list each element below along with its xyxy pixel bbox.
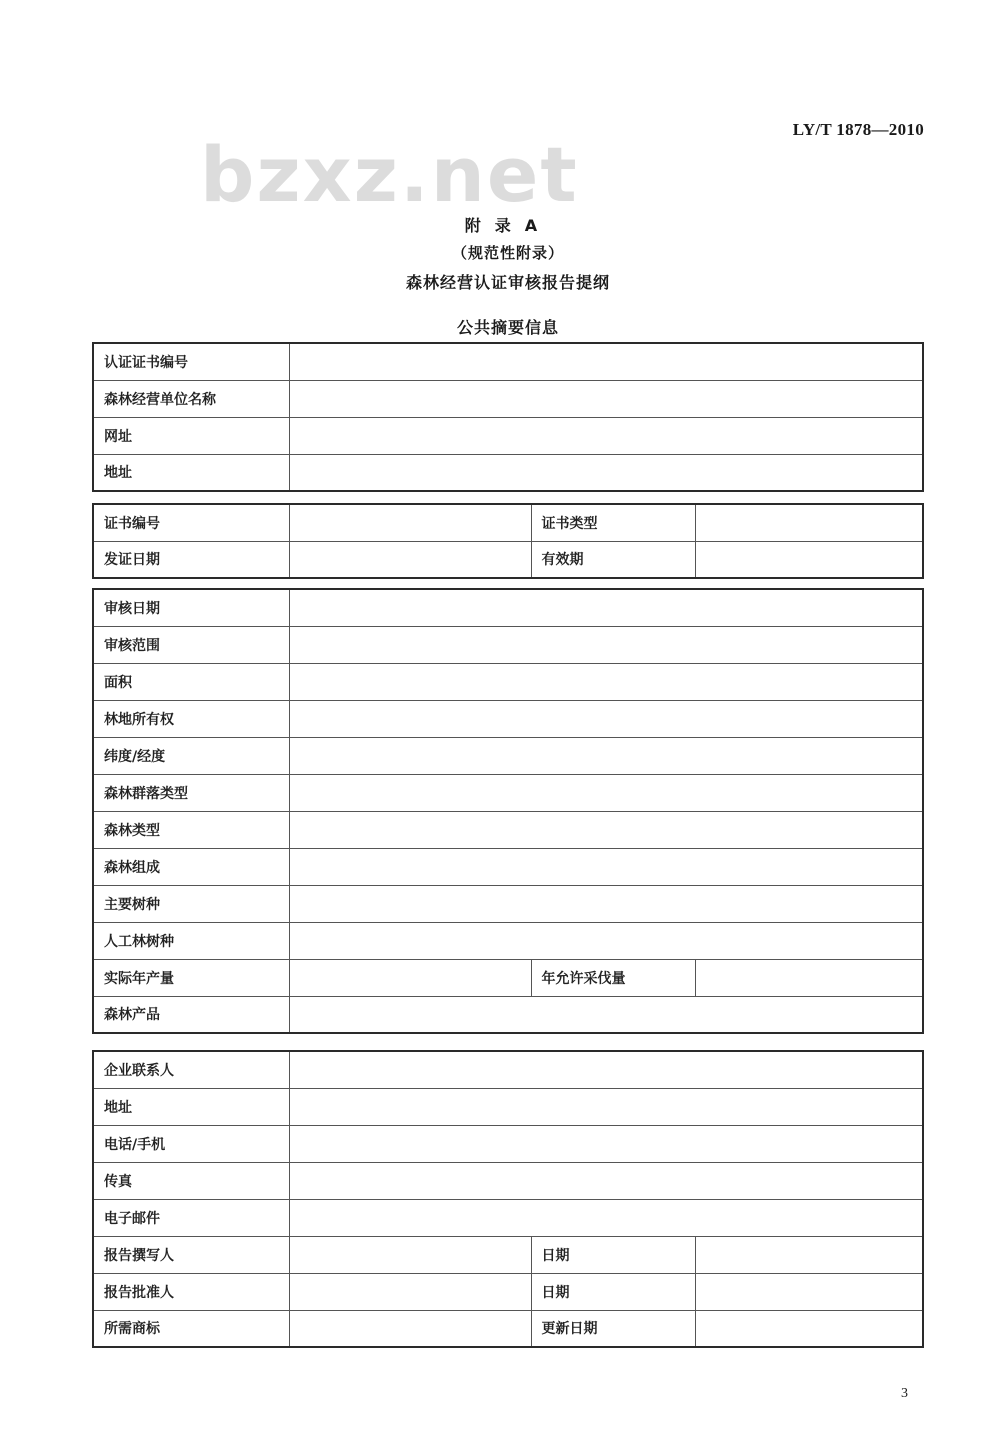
field-label: 电话/手机 (93, 1125, 289, 1162)
field-value[interactable] (289, 1162, 923, 1199)
field-value[interactable] (289, 811, 923, 848)
certificate-detail-table (92, 503, 924, 579)
field-value[interactable] (289, 663, 923, 700)
table-row (93, 959, 923, 996)
table-row (93, 1125, 923, 1162)
field-value[interactable] (289, 959, 531, 996)
field-label: 森林群落类型 (93, 774, 289, 811)
field-label: 林地所有权 (93, 700, 289, 737)
field-value[interactable] (289, 774, 923, 811)
field-value[interactable] (695, 1273, 923, 1310)
standard-code: LY/T 1878—2010 (792, 120, 924, 139)
field-label: 发证日期 (93, 541, 289, 578)
field-label: 有效期 (531, 541, 695, 578)
field-value[interactable] (289, 589, 923, 626)
field-value[interactable] (289, 848, 923, 885)
field-value[interactable] (695, 504, 923, 541)
field-label: 地址 (93, 1088, 289, 1125)
table-row (93, 1088, 923, 1125)
field-label: 电子邮件 (93, 1199, 289, 1236)
table-row (93, 1273, 923, 1310)
field-label: 审核范围 (93, 626, 289, 663)
field-label: 面积 (93, 663, 289, 700)
field-value[interactable] (289, 885, 923, 922)
table-row (93, 663, 923, 700)
field-value[interactable] (695, 959, 923, 996)
field-value[interactable] (289, 922, 923, 959)
field-label: 所需商标 (93, 1310, 289, 1347)
table-row (93, 1236, 923, 1273)
document-title: 森林经营认证审核报告提纲 (405, 273, 610, 292)
field-label: 森林组成 (93, 848, 289, 885)
field-value[interactable] (695, 541, 923, 578)
field-value[interactable] (289, 700, 923, 737)
field-value[interactable] (289, 1125, 923, 1162)
field-value[interactable] (289, 1310, 531, 1347)
field-label: 报告撰写人 (93, 1236, 289, 1273)
field-value[interactable] (289, 1051, 923, 1088)
table-row (93, 1051, 923, 1088)
field-value[interactable] (289, 343, 923, 380)
field-label: 认证证书编号 (93, 343, 289, 380)
table-row (93, 504, 923, 541)
field-value[interactable] (289, 1088, 923, 1125)
field-label: 传真 (93, 1162, 289, 1199)
table-row (93, 343, 923, 380)
section-title: 公共摘要信息 (456, 318, 559, 337)
table-row (93, 417, 923, 454)
field-value[interactable] (289, 541, 531, 578)
field-label: 森林产品 (93, 996, 289, 1033)
field-label: 报告批准人 (93, 1273, 289, 1310)
field-label: 森林类型 (93, 811, 289, 848)
field-label: 实际年产量 (93, 959, 289, 996)
table-row (93, 700, 923, 737)
watermark-logo: bzxz.net (200, 130, 579, 219)
field-value[interactable] (695, 1310, 923, 1347)
table-row (93, 626, 923, 663)
field-label: 日期 (531, 1273, 695, 1310)
table-row (93, 811, 923, 848)
table-row (93, 737, 923, 774)
table-row (93, 922, 923, 959)
field-value[interactable] (695, 1236, 923, 1273)
field-label: 地址 (93, 454, 289, 491)
table-row (93, 885, 923, 922)
field-label: 纬度/经度 (93, 737, 289, 774)
table-row (93, 589, 923, 626)
table-row (93, 541, 923, 578)
table-row (93, 1199, 923, 1236)
field-label: 森林经营单位名称 (93, 380, 289, 417)
field-label: 主要树种 (93, 885, 289, 922)
field-value[interactable] (289, 1199, 923, 1236)
appendix-heading: 附录A (464, 216, 552, 235)
field-value[interactable] (289, 417, 923, 454)
field-value[interactable] (289, 737, 923, 774)
field-label: 网址 (93, 417, 289, 454)
field-label: 证书编号 (93, 504, 289, 541)
table-row (93, 454, 923, 491)
field-value[interactable] (289, 1273, 531, 1310)
forest-info-table (92, 588, 924, 1034)
certificate-info-table (92, 342, 924, 492)
field-value[interactable] (289, 996, 923, 1033)
field-value[interactable] (289, 504, 531, 541)
table-row (93, 380, 923, 417)
field-value[interactable] (289, 380, 923, 417)
table-row (93, 1310, 923, 1347)
table-row (93, 996, 923, 1033)
field-label: 年允许采伐量 (531, 959, 695, 996)
table-row (93, 774, 923, 811)
field-label: 更新日期 (531, 1310, 695, 1347)
table-row (93, 848, 923, 885)
page-number: 3 (901, 1386, 908, 1401)
field-label: 企业联系人 (93, 1051, 289, 1088)
field-value[interactable] (289, 454, 923, 491)
field-label: 人工林树种 (93, 922, 289, 959)
field-label: 审核日期 (93, 589, 289, 626)
appendix-type: （规范性附录） (451, 244, 564, 262)
table-row (93, 1162, 923, 1199)
field-value[interactable] (289, 1236, 531, 1273)
field-value[interactable] (289, 626, 923, 663)
contact-info-table (92, 1050, 924, 1348)
field-label: 证书类型 (531, 504, 695, 541)
field-label: 日期 (531, 1236, 695, 1273)
